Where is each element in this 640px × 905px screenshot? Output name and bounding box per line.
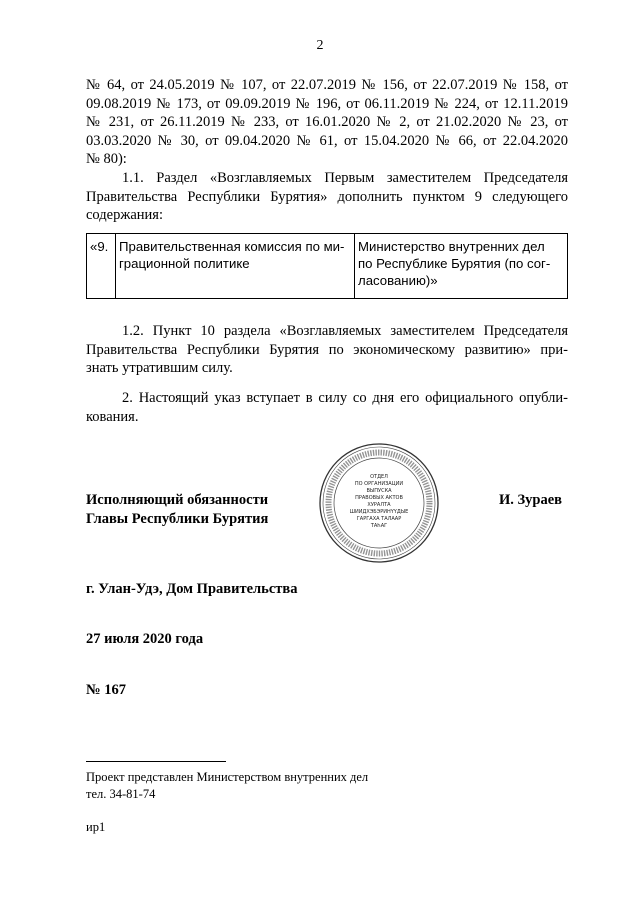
item-2-line: 2. Настоящий указ вступает в силу со дня его официального опубли- xyxy=(122,390,568,406)
seal-text: ШИИДХЭБЭРИНҮҮДЫЕ xyxy=(349,509,409,515)
commission-name-cell xyxy=(116,234,355,299)
item-2-paragraph xyxy=(86,389,568,426)
item-1-2-line: Правительства Республики Бурятия по экономическому развитию» при- xyxy=(86,341,568,358)
intro-line: 03.03.2020 № 30, от 09.04.2020 № 61, от 15.04.2020 № 66, от 22.04.2020 xyxy=(86,132,568,149)
place-line: г. Улан-Удэ, Дом Правительства xyxy=(86,581,298,597)
seal-text: ГАРГАХА ТАЛААР xyxy=(356,516,402,522)
intro-line: № 231, от 26.11.2019 № 233, от 16.01.2020 № 2, от 21.02.2020 № 23, от xyxy=(86,114,568,131)
intro-paragraph xyxy=(86,76,568,169)
signature-title-line: Исполняющий обязанности xyxy=(86,492,269,508)
footnote-divider xyxy=(86,761,226,762)
seal-text: ОТДЕЛ xyxy=(370,474,388,480)
seal-text: ПО ОРГАНИЗАЦИИ xyxy=(354,481,404,487)
intro-line: № 64, от 24.05.2019 № 107, от 22.07.2019 № 156, от 22.07.2019 № 158, от xyxy=(86,77,568,93)
item-1-1-paragraph xyxy=(86,169,568,225)
item-1-1-line: 1.1. Раздел «Возглавляемых Первым заместителем Председателя xyxy=(122,170,568,186)
ministry-line: по Республике Бурятия (по сог- xyxy=(358,256,551,271)
page-number: 2 xyxy=(316,38,324,53)
date-line: 27 июля 2020 года xyxy=(86,631,204,647)
item-1-2-paragraph xyxy=(86,322,568,378)
document-code: ир1 xyxy=(86,820,106,834)
footnote xyxy=(86,769,368,803)
ministry-line: ласованию)» xyxy=(358,273,438,288)
item-2-line: кования. xyxy=(86,408,139,425)
intro-line: № 80): xyxy=(86,151,127,168)
footnote-line: тел. 34-81-74 xyxy=(86,787,156,801)
item-1-1-line: содержания: xyxy=(86,207,164,224)
commission-name-line: грационной политике xyxy=(119,256,250,271)
official-seal xyxy=(318,442,440,564)
signature-title-line: Главы Республики Бурятия xyxy=(86,511,269,527)
signatory-name: И. Зураев xyxy=(499,492,563,508)
intro-line: 09.08.2019 № 173, от 09.09.2019 № 196, от 06.11.2019 № 224, от 12.11.2019 xyxy=(86,95,568,112)
amendment-table xyxy=(86,233,568,299)
commission-name-line: Правительственная комиссия по ми- xyxy=(119,239,345,254)
signature-title xyxy=(86,491,268,529)
item-1-2-line: 1.2. Пункт 10 раздела «Возглавляемых заместителем Председателя xyxy=(122,323,568,339)
item-1-2-line: знать утратившим силу. xyxy=(86,360,233,377)
ministry-cell xyxy=(355,234,568,299)
ministry-line: Министерство внутренних дел xyxy=(358,239,545,254)
seal-text: ХУРАЛТА xyxy=(367,502,391,508)
decree-number: № 167 xyxy=(86,682,126,698)
footnote-line: Проект представлен Министерством внутренних дел xyxy=(86,770,369,784)
row-number-cell: «9. xyxy=(87,234,116,299)
seal-text: ВЫПУСКА xyxy=(366,488,392,494)
item-1-1-line: Правительства Республики Бурятия» дополнить пунктом 9 следующего xyxy=(86,188,568,205)
table-row xyxy=(87,234,568,299)
seal-text: ТАҺАГ xyxy=(370,523,388,529)
seal-text: ПРАВОВЫХ АКТОВ xyxy=(355,495,403,501)
